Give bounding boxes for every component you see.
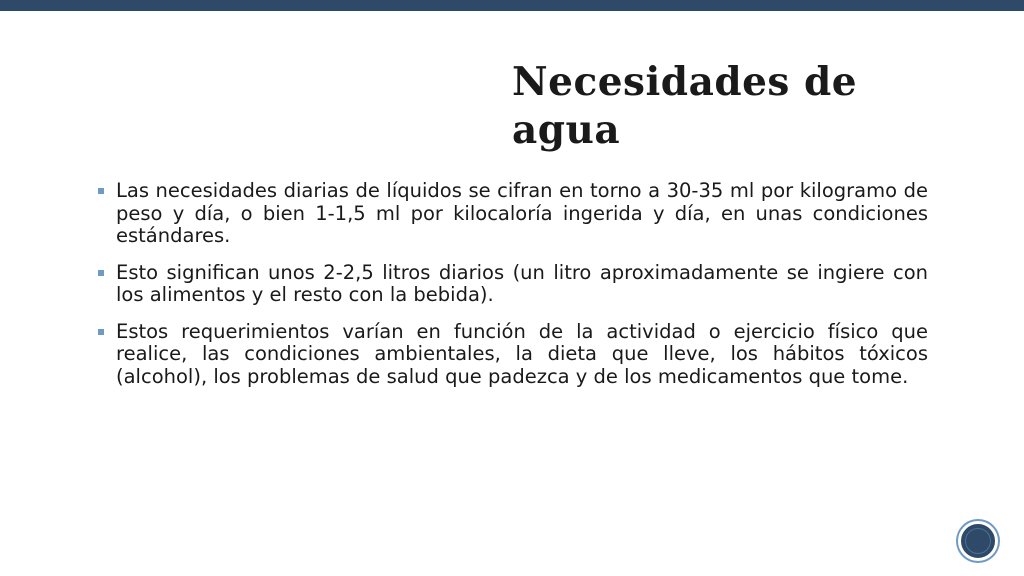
bullet-item bbox=[96, 262, 928, 307]
bullet-text: Estos requerimientos varían en función de la actividad o ejercicio físico que realice, las condiciones ambientales, la dieta que lleve, los hábitos tóxicos (alcohol), los problemas de salud que padezca y de los medicamentos que tome. bbox=[116, 319, 928, 388]
slide-title: Necesidades de agua bbox=[512, 59, 858, 153]
bullet-item bbox=[96, 321, 928, 389]
bullet-item bbox=[96, 180, 928, 248]
slide-top-bar bbox=[0, 0, 1024, 11]
square-bullet-icon bbox=[98, 329, 104, 335]
bullet-list bbox=[96, 180, 928, 402]
badge-ring-icon bbox=[965, 528, 991, 554]
bullet-text: Esto significan unos 2-2,5 litros diarios (un litro aproximadamente se ingiere con los alimentos y el resto con la bebida). bbox=[116, 260, 928, 306]
slide-number-badge bbox=[958, 521, 998, 561]
square-bullet-icon bbox=[98, 270, 104, 276]
square-bullet-icon bbox=[98, 188, 104, 194]
bullet-text: Las necesidades diarias de líquidos se cifran en torno a 30-35 ml por kilogramo de peso y día, o bien 1-1,5 ml por kilocaloría ingerida y día, en unas condiciones estándares. bbox=[116, 179, 928, 247]
